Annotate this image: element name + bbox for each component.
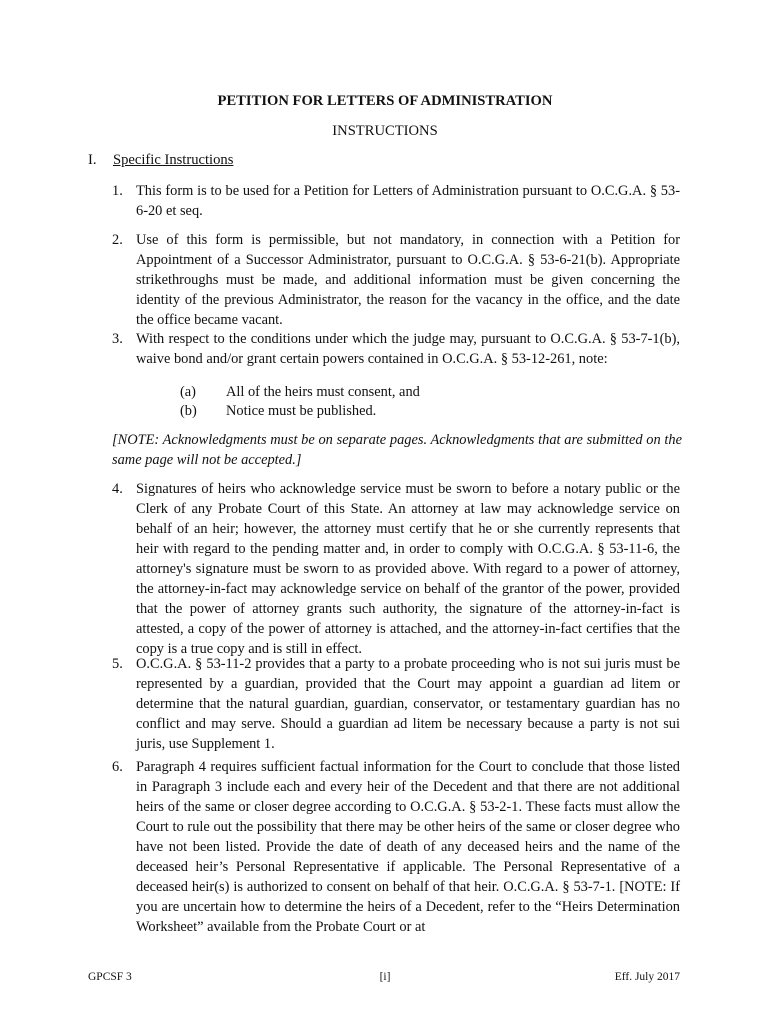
item-text: Signatures of heirs who acknowledge service must be sworn to before a notary public or the Clerk of any Probate Court of this State. An attorney at law may acknowledge service on behalf of an heir; however, the attorney must certify that he or she currently represents that heir with regard to the pending matter and, in order to comply with O.C.G.A. § 53-11-6, the attorney's signature must be sworn to as provided above. With regard to a power of attorney, the attorney-in-fact may acknowledge service on behalf of the grantor of the power, provided that the power of attorney grants such authority, the signature of the attorney-in-fact is attested, a copy of the power of attorney is attached, and the attorney-in-fact certifies that the copy is a true copy and is still in effect. — [136, 481, 680, 657]
item-text: This form is to be used for a Petition for Letters of Administration pursuant to O.C.G.A. § 53-6-20 et seq. — [136, 183, 680, 219]
subitem-b — [180, 402, 580, 421]
instruction-item-3 — [112, 329, 680, 369]
item-text: With respect to the conditions under which the judge may, pursuant to O.C.G.A. § 53-7-1(b), waive bond and/or grant certain powers contained in O.C.G.A. § 53-12-261, note: — [136, 331, 680, 367]
instruction-item-6 — [112, 757, 680, 937]
document-title: PETITION FOR LETTERS OF ADMINISTRATION — [217, 93, 553, 109]
section-heading — [88, 152, 233, 169]
acknowledgment-note: [NOTE: Acknowledgments must be on separate pages. Acknowledgments that are submitted on the same page will not be accepted.] — [112, 432, 682, 468]
subitem-label: (a) — [180, 384, 196, 400]
subitem-text: Notice must be published. — [226, 403, 377, 419]
instruction-item-5 — [112, 654, 680, 754]
footer-effective-date: Eff. July 2017 — [614, 971, 680, 983]
item-text: Paragraph 4 requires sufficient factual information for the Court to conclude that those listed in Paragraph 3 include each and every heir of the Decedent and that there are not additional heirs of the same or closer degree according to O.C.G.A. § 53-2-1. These facts must allow the Court to rule out the possibility that there may be other heirs of the same or closer degree who have not been listed. Provide the date of death of any deceased heirs and the name of the deceased heir’s Personal Representative if applicable. The Personal Representative of a deceased heir(s) is authorized to consent on behalf of that heir. O.C.G.A. § 53-7-1. [NOTE: If you are uncertain how to determine the heirs of a Decedent, refer to the “Heirs Determination Worksheet” available from the Probate Court or at — [136, 759, 680, 935]
item-number: 5. — [112, 656, 123, 672]
item-number: 6. — [112, 759, 123, 775]
subitem-label: (b) — [180, 403, 197, 419]
item-number: 2. — [112, 232, 123, 248]
subitem-text: All of the heirs must consent, and — [226, 384, 420, 400]
section-title: Specific Instructions — [113, 152, 234, 168]
item-number: 3. — [112, 331, 123, 347]
item-number: 4. — [112, 481, 123, 497]
item-text: Use of this form is permissible, but not mandatory, in connection with a Petition for Appointment of a Successor Administrator, pursuant to O.C.G.A. § 53-6-21(b). Appropriate strikethroughs must be made, and additional information must be given concerning the identity of the previous Administrator, the reason for the vacancy in the office, and the date the office became vacant. — [136, 232, 680, 328]
subitem-a — [180, 383, 580, 402]
footer-form-code: GPCSF 3 — [88, 971, 132, 983]
instruction-item-2 — [112, 230, 680, 330]
item-number: 1. — [112, 183, 123, 199]
document-subtitle: INSTRUCTIONS — [332, 123, 438, 139]
footer-page-number: [i] — [379, 971, 391, 983]
instruction-item-1 — [112, 181, 680, 221]
section-number: I. — [88, 152, 97, 168]
item-text: O.C.G.A. § 53-11-2 provides that a party to a probate proceeding who is not sui juris must be represented by a guardian, provided that the Court may appoint a guardian ad litem or determine that the natural guardian, guardian, conservator, or testamentary guardian has no conflict and may serve. Should a guardian ad litem be necessary because a party is not sui juris, use Supplement 1. — [136, 656, 680, 752]
instruction-item-4 — [112, 479, 680, 659]
